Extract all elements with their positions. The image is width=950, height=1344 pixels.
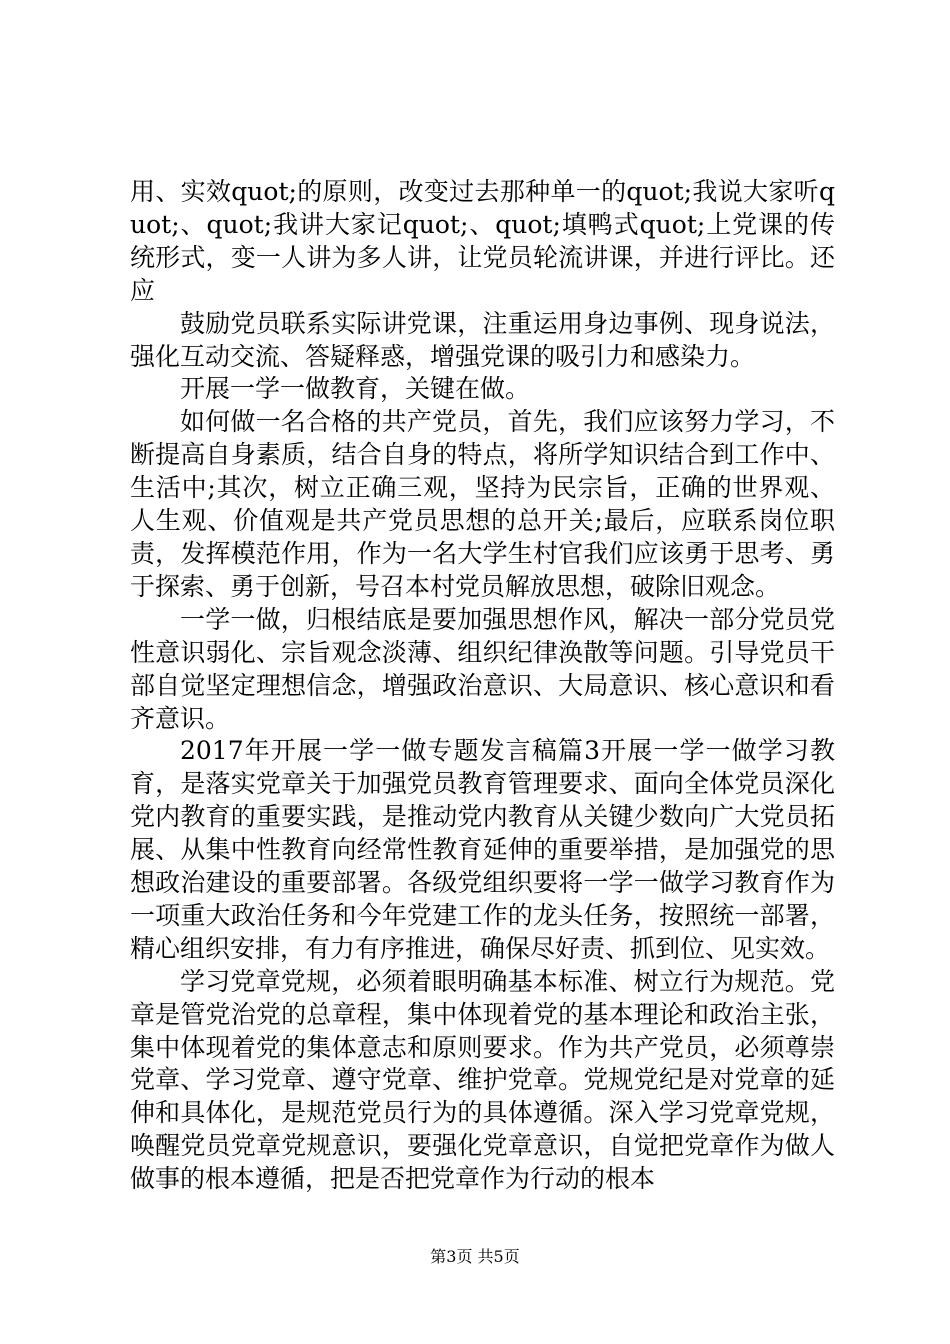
paragraph-3: 开展一学一做教育，关键在做。 <box>180 374 531 404</box>
page-footer <box>0 1247 950 1267</box>
paragraph-1: 用、实效quot;的原则，改变过去那种单一的quot;我说大家听quot;、quot;我讲大家记quot;、quot;填鸭式quot;上党课的传统形式，变一人讲为多人讲，让党员轮流讲课，并进行评比。还应 <box>130 177 835 305</box>
paragraph-4: 如何做一名合格的共产党员，首先，我们应该努力学习，不断提高自身素质，结合自身的特点，将所学知识结合到工作中、生活中;其次，树立正确三观，坚持为民宗旨，正确的世界观、人生观、价值观是共产党员思想的总开关;最后，应联系岗位职责，发挥模范作用，作为一名大学生村官我们应该勇于思考、勇于探索、勇于创新，号召本村党员解放思想，破除旧观念。 <box>130 407 835 601</box>
paragraph-6: 2017年开展一学一做专题发言稿篇3开展一学一做学习教育，是落实党章关于加强党员教育管理要求、面向全体党员深化党内教育的重要实践，是推动党内教育从关键少数向广大党员拓展、从集中性教育向经常性教育延伸的重要举措，是加强党的思想政治建设的重要部署。各级党组织要将一学一做学习教育作为一项重大政治任务和今年党建工作的龙头任务，按照统一部署，精心组织安排，有力有序推进，确保尽好责、抓到位、见实效。 <box>130 736 835 963</box>
paragraph-7: 学习党章党规，必须着眼明确基本标准、树立行为规范。党章是管党治党的总章程，集中体现着党的基本理论和政治主张，集中体现着党的集体意志和原则要求。作为共产党员，必须尊崇党章、学习党章、遵守党章、维护党章。党规党纪是对党章的延伸和具体化，是规范党员行为的具体遵循。深入学习党章党规，唤醒党员党章党规意识，要强化党章意识，自觉把党章作为做人做事的根本遵循，把是否把党章作为行动的根本 <box>130 966 835 1194</box>
paragraph-5: 一学一做，归根结底是要加强思想作风，解决一部分党员党性意识弱化、宗旨观念淡薄、组织纪律涣散等问题。引导党员干部自觉坚定理想信念，增强政治意识、大局意识、核心意识和看齐意识。 <box>130 604 835 733</box>
paragraph-2: 鼓励党员联系实际讲党课，注重运用身边事例、现身说法，强化互动交流、答疑释惑，增强党课的吸引力和感染力。 <box>130 308 835 371</box>
page-number-label: 第3页 共5页 <box>430 1247 520 1266</box>
document-body <box>130 176 835 1196</box>
